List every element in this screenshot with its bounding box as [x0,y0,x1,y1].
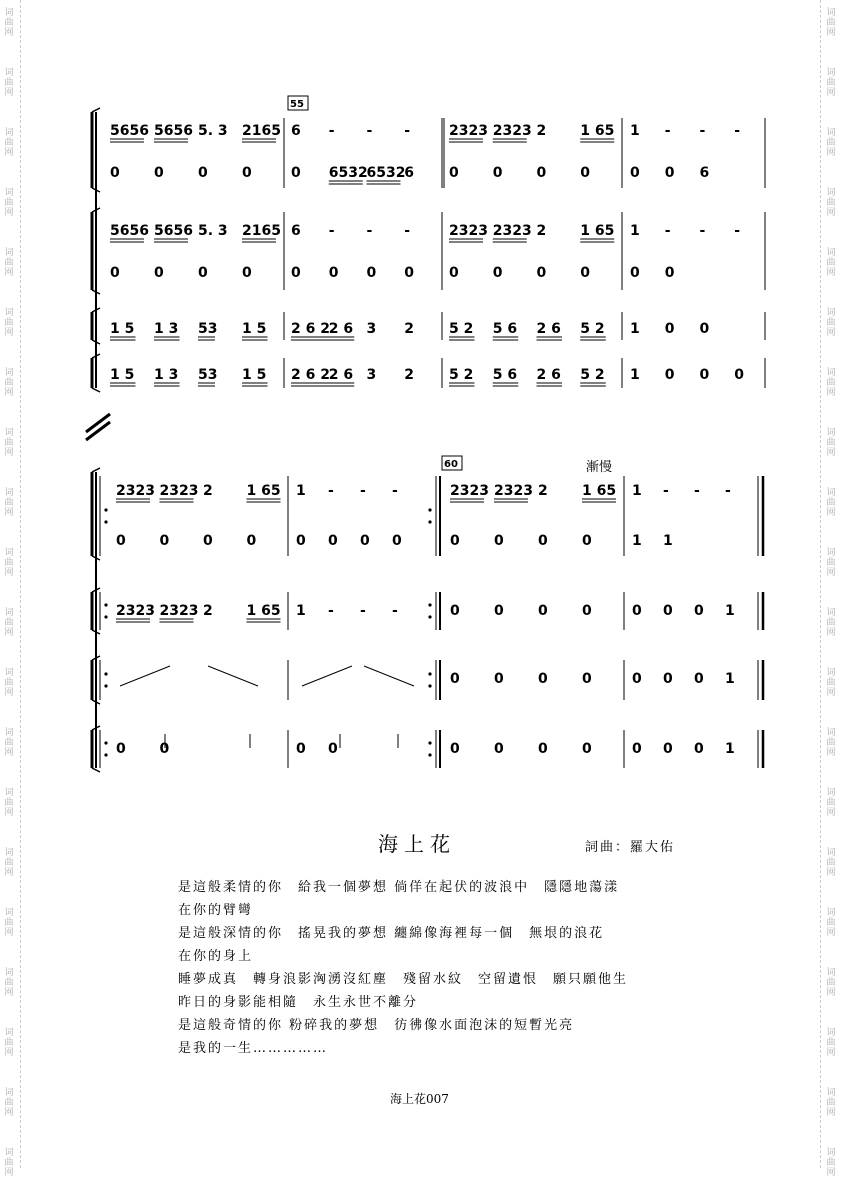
note: 5 2 [449,367,474,383]
watermark-glyph: 词 曲 网 [826,1148,836,1178]
note: 3 [366,367,377,383]
note: 5. 3 [198,123,228,139]
note: 0 [664,265,675,281]
note: 2323 [449,223,488,239]
note: 0 [366,265,377,281]
watermark-glyph: 词 曲 网 [826,308,836,338]
note: 2323 [492,123,532,139]
note: 5 6 [492,367,518,383]
note: 0 [664,165,675,181]
note: 0 [663,671,673,687]
repeat-dot [104,753,107,756]
note: 1 65 [580,123,615,139]
note: 0 [494,603,504,619]
note: 0 [159,533,170,549]
lyric-line: 是這般柔情的你 給我一個夢想 倘佯在起伏的波浪中 隱隱地蕩漾 [178,880,620,895]
staff-bracket [92,468,100,472]
note: 0 [632,741,642,757]
note: - [328,483,334,499]
watermark-glyph: 词 曲 网 [4,8,14,38]
watermark-glyph: 词 曲 网 [4,1148,14,1178]
note: 0 [664,321,675,337]
note: 1 [630,321,640,337]
note: - [664,223,671,239]
note: - [328,123,335,139]
note: 2 [538,483,548,499]
note: 0 [360,533,370,549]
note: 1 5 [110,321,135,337]
note: 5 2 [580,321,605,337]
song-title: 海上花 [378,832,456,856]
note: - [392,603,398,619]
repeat-dot [104,520,107,523]
lyric-line: 是我的一生…………… [178,1041,329,1056]
slide-arrow [302,666,352,686]
note: 53 [198,321,218,337]
watermark-glyph: 词 曲 网 [4,788,14,818]
note: - [360,483,366,499]
note: 0 [699,367,710,383]
note: 0 [694,603,704,619]
note: - [664,123,671,139]
note: 0 [630,165,640,181]
note: 0 [198,265,208,281]
note: 2 [404,367,414,383]
watermark-glyph: 词 曲 网 [4,968,14,998]
note: 0 [494,533,504,549]
lyric-line: 睡夢成真 轉身浪影洶湧沒紅塵 殘留水紋 空留遺恨 願只願他生 [178,972,629,987]
note: 0 [291,265,301,281]
note: 2 6 2 [291,321,330,337]
note: - [699,123,706,139]
watermark-glyph: 词 曲 网 [4,668,14,698]
note: 1 [296,483,306,499]
note: 0 [242,265,252,281]
measure-number: 60 [444,459,458,470]
note: - [404,123,411,139]
note: 0 [492,265,503,281]
repeat-dot [428,508,431,511]
watermark-glyph: 词 曲 网 [826,368,836,398]
repeat-dot [428,684,431,687]
watermark-glyph: 词 曲 网 [826,128,836,158]
note: 2323 [449,123,488,139]
note: 0 [110,165,120,181]
staff-bracket [92,108,100,112]
watermark-glyph: 词 曲 网 [4,428,14,458]
note: 5. 3 [198,223,228,239]
note: 2 [536,223,547,239]
note: - [694,483,700,499]
watermark-glyph: 词 曲 网 [826,248,836,278]
note: 1 [296,603,306,619]
note: 1 [632,483,642,499]
note: 0 [449,165,459,181]
lyric-line: 是這般奇情的你 粉碎我的夢想 彷彿像水面泡沫的短暫光亮 [178,1018,575,1033]
note: 0 [494,741,504,757]
watermark-glyph: 词 曲 网 [826,848,836,878]
note: 0 [734,367,744,383]
note: 0 [116,741,126,757]
note: 2323 [492,223,532,239]
note: 0 [630,265,640,281]
note: 2323 [116,483,155,499]
note: 2 6 [536,321,561,337]
watermark-glyph: 词 曲 网 [4,248,14,278]
watermark-glyph: 词 曲 网 [826,728,836,758]
note: 1 [632,533,642,549]
repeat-dot [104,672,107,675]
repeat-dot [104,508,107,511]
note: 0 [450,741,460,757]
note: 2 6 [328,367,354,383]
note: 0 [450,533,460,549]
note: 5 2 [449,321,474,337]
watermark-glyph: 词 曲 网 [4,848,14,878]
note: 0 [116,533,126,549]
note: 0 [159,741,170,757]
note: 53 [198,367,218,383]
note: 1 [725,671,735,687]
note: 1 3 [154,321,179,337]
note: 0 [392,533,402,549]
note: 6532 [328,165,368,181]
note: 6532 [366,165,406,181]
note: 1 [630,223,640,239]
repeat-dot [104,741,107,744]
note: 0 [538,671,548,687]
note: 2 [203,603,213,619]
note: 0 [632,671,642,687]
note: - [404,223,411,239]
watermark-glyph: 词 曲 网 [4,188,14,218]
repeat-dot [428,520,431,523]
repeat-dot [428,741,431,744]
watermark-glyph: 词 曲 网 [4,608,14,638]
note: 0 [582,741,592,757]
note: 3 [366,321,377,337]
lyric-line: 在你的身上 [178,949,254,964]
repeat-dot [104,684,107,687]
note: 0 [582,671,592,687]
note: 0 [449,265,459,281]
watermark-glyph: 词 曲 网 [4,308,14,338]
note: 0 [538,741,548,757]
note: 0 [246,533,257,549]
note: 0 [536,265,547,281]
note: 0 [663,603,673,619]
note: 0 [203,533,213,549]
note: 0 [538,603,548,619]
watermark-glyph: 词 曲 网 [4,68,14,98]
note: 0 [110,265,120,281]
watermark-glyph: 词 曲 网 [4,488,14,518]
repeat-dot [428,603,431,606]
watermark-glyph: 词 曲 网 [826,788,836,818]
note: - [328,603,334,619]
watermark-glyph: 词 曲 网 [826,548,836,578]
note: 0 [404,265,414,281]
watermark-glyph: 词 曲 网 [826,968,836,998]
note: 1 [725,603,735,619]
watermark-glyph: 词 曲 网 [4,368,14,398]
note: 0 [694,741,704,757]
repeat-dot [428,615,431,618]
note: 0 [291,165,301,181]
note: 0 [632,603,642,619]
note: 2 [404,321,414,337]
note: 0 [492,165,503,181]
note: 2323 [450,483,489,499]
note: 1 [630,367,640,383]
note: 1 65 [246,603,281,619]
watermark-glyph: 词 曲 网 [826,488,836,518]
note: 0 [154,165,164,181]
note: - [725,483,731,499]
slide-arrow [208,666,258,686]
watermark-glyph: 词 曲 网 [826,188,836,218]
note: 0 [154,265,164,281]
watermark-glyph: 词 曲 网 [4,1028,14,1058]
note: 0 [582,533,592,549]
watermark-glyph: 词 曲 网 [826,68,836,98]
note: - [328,223,335,239]
note: 2 [203,483,213,499]
note: 1 5 [242,367,267,383]
watermark-glyph: 词 曲 网 [826,428,836,458]
note: 2323 [159,603,199,619]
watermark-glyph: 词 曲 网 [4,908,14,938]
page-footer: 海上花007 [390,1092,449,1106]
lyric-line: 昨日的身影能相隨 永生永世不離分 [178,995,419,1010]
note: 0 [328,741,338,757]
note: 0 [663,741,673,757]
watermark-glyph: 词 曲 网 [826,8,836,38]
note: 0 [538,533,548,549]
repeat-dot [428,672,431,675]
note: 1 [725,741,735,757]
note: 0 [699,321,710,337]
note: 1 5 [242,321,267,337]
note: 5656 [110,223,149,239]
note: - [360,603,366,619]
lyric-line: 在你的臂彎 [178,903,254,918]
note: - [699,223,706,239]
watermark-glyph: 词 曲 网 [4,548,14,578]
watermark-glyph: 词 曲 网 [826,1028,836,1058]
note: - [366,223,373,239]
note: - [663,483,669,499]
song-credit: 詞曲：羅大佑 [585,840,676,855]
note: 0 [198,165,208,181]
note: 2165 [242,223,281,239]
lyrics-block [178,876,738,1060]
note: 5 6 [492,321,518,337]
note: 0 [450,671,460,687]
note: 2 6 [536,367,561,383]
note: 0 [450,603,460,619]
note: - [734,223,741,239]
note: 0 [580,265,590,281]
note: 0 [242,165,252,181]
note: 5 2 [580,367,605,383]
slide-arrow [120,666,170,686]
note: 0 [582,603,592,619]
note: 2323 [494,483,533,499]
watermark-glyph: 词 曲 网 [4,1088,14,1118]
note: 0 [536,165,547,181]
repeat-dot [104,603,107,606]
note: 6 [404,165,414,181]
note: 1 5 [110,367,135,383]
note: 1 [630,123,640,139]
staff-bracket [92,768,100,772]
note: 0 [296,533,306,549]
note: 0 [494,671,504,687]
watermark-glyph: 词 曲 网 [4,728,14,758]
note: 6 [291,123,301,139]
measure-number: 55 [290,99,304,110]
note: - [734,123,741,139]
watermark-glyph: 词 曲 网 [826,608,836,638]
note: 1 65 [582,483,617,499]
slide-arrow [364,666,414,686]
note: 1 [663,533,673,549]
note: 2 6 [328,321,354,337]
note: 2323 [116,603,155,619]
repeat-dot [428,753,431,756]
note: 1 65 [580,223,615,239]
repeat-dot [104,615,107,618]
note: 2323 [159,483,199,499]
note: 0 [664,367,675,383]
note: 5656 [154,123,193,139]
note: 2 [536,123,547,139]
note: 0 [580,165,590,181]
note: 0 [694,671,704,687]
staff-bracket [92,388,100,392]
note: 5656 [154,223,193,239]
note: 0 [296,741,306,757]
note: 2165 [242,123,281,139]
note: 0 [328,533,338,549]
watermark-glyph: 词 曲 网 [826,908,836,938]
note: - [392,483,398,499]
lyric-line: 是這般深情的你 搖晃我的夢想 纏綿像海裡每一個 無垠的浪花 [178,926,605,941]
note: 6 [699,165,710,181]
note: - [366,123,373,139]
note: 0 [328,265,339,281]
note: 1 3 [154,367,179,383]
note: 6 [291,223,301,239]
tempo-mark: 漸慢 [586,460,613,475]
note: 1 65 [246,483,281,499]
watermark-glyph: 词 曲 网 [826,1088,836,1118]
note: 2 6 2 [291,367,330,383]
watermark-glyph: 词 曲 网 [4,128,14,158]
note: 5656 [110,123,149,139]
watermark-glyph: 词 曲 网 [826,668,836,698]
